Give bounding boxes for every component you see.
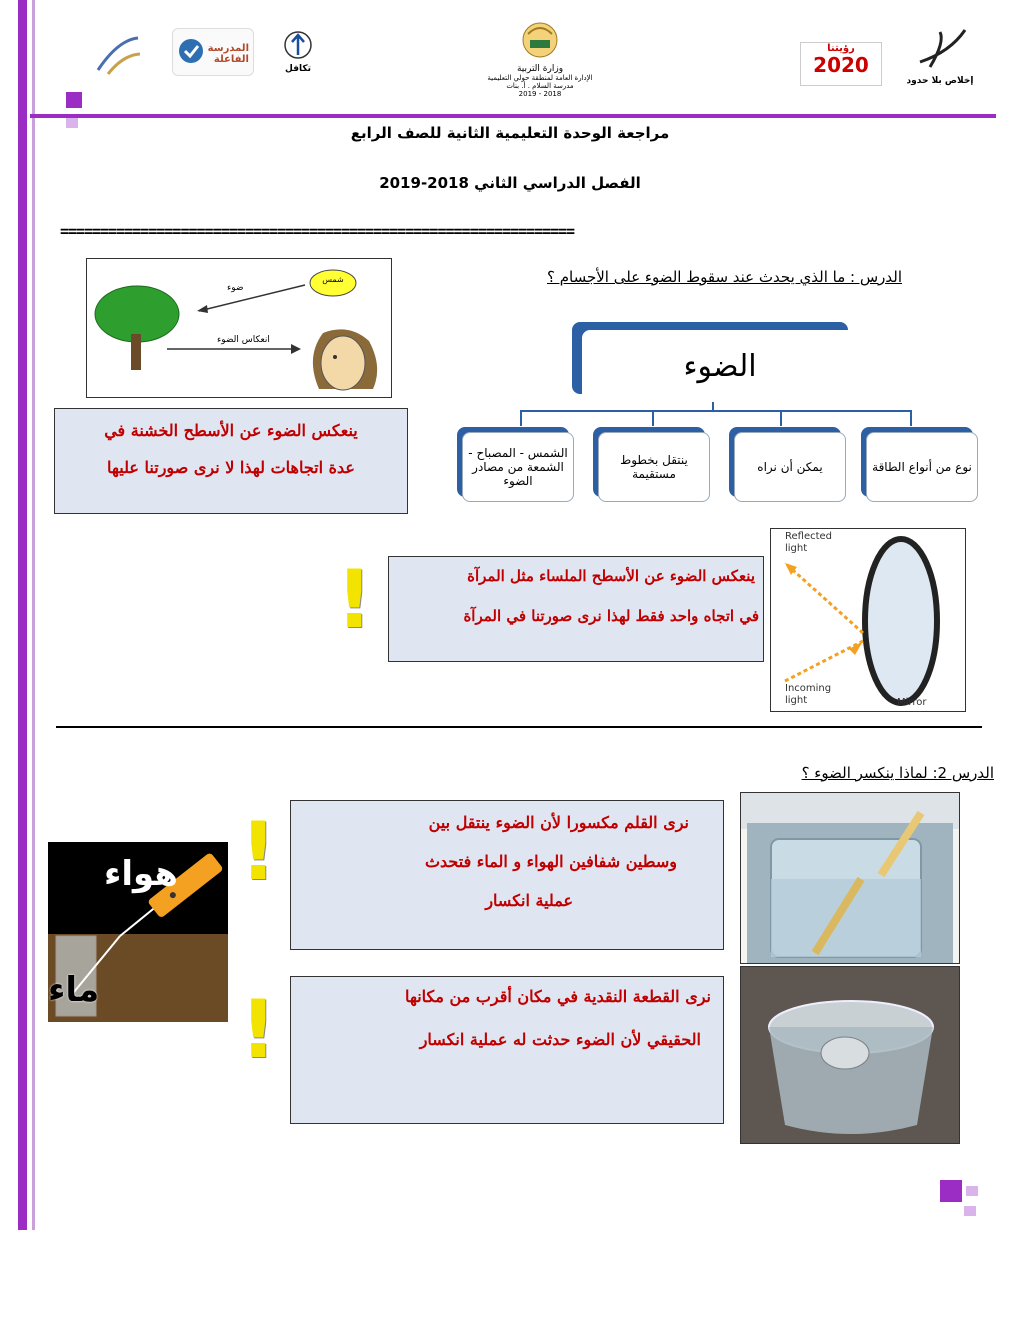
reflected-ray bbox=[785, 563, 863, 633]
concept-map-root: الضوء bbox=[582, 330, 858, 402]
map-node-sources: الشمس - المصباح - الشمعة من مصادر الضوء bbox=[462, 432, 574, 502]
active-school-label: المدرسة الفاعلة bbox=[207, 43, 249, 65]
pencil-line-1: نرى القلم مكسورا لأن الضوء ينتقل بين bbox=[428, 813, 689, 832]
coin-refraction-note bbox=[290, 976, 724, 1124]
light-label: ضوء bbox=[227, 283, 244, 293]
vision-2020-logo bbox=[800, 42, 882, 86]
pencil-glass-photo bbox=[740, 792, 960, 964]
lesson2-heading: الدرس 2: لماذا ينكسر الضوء ؟ bbox=[801, 764, 994, 782]
deco-square bbox=[66, 92, 82, 108]
map-node-energy: نوع من أنواع الطاقة bbox=[866, 432, 978, 502]
tree-icon bbox=[95, 286, 179, 370]
incoming-ray bbox=[785, 641, 863, 681]
deco-square bbox=[66, 118, 78, 128]
rough-line-1: ينعكس الضوء عن الأسطح الخشنة في bbox=[104, 421, 358, 440]
smooth-surface-note bbox=[388, 556, 764, 662]
mirror-icon bbox=[865, 539, 937, 703]
smooth-line-1: ينعكس الضوء عن الأسطح الملساء مثل المرآة bbox=[467, 567, 755, 585]
air-water-diagram bbox=[48, 842, 228, 1022]
exclamation-icon: ! bbox=[336, 553, 373, 646]
rough-surface-note bbox=[54, 408, 408, 514]
takaful-logo bbox=[276, 30, 320, 78]
kuwait-emblem-icon bbox=[518, 20, 562, 60]
calligraphy-icon bbox=[910, 22, 970, 72]
motto-logo bbox=[900, 22, 980, 92]
incoming-label: Incoming light bbox=[785, 683, 832, 706]
coin-glass-photo bbox=[740, 966, 960, 1144]
map-connector bbox=[910, 410, 912, 426]
coin-icon bbox=[821, 1037, 869, 1069]
pencil-line-2: وسطين شفافين الهواء و الماء فتحدث bbox=[424, 852, 677, 871]
header-year: 2018 - 2019 bbox=[518, 90, 562, 98]
map-node-visible: يمكن أن نراه bbox=[734, 432, 846, 502]
reflection-label: انعكاس الضوء bbox=[217, 335, 270, 345]
active-school-logo bbox=[172, 28, 254, 76]
ministry-emblem bbox=[470, 20, 610, 98]
district-name: الإدارة العامة لمنطقة حولي التعليمية bbox=[487, 74, 593, 82]
takaful-label: تكافل bbox=[285, 64, 311, 74]
map-node-straight-lines: ينتقل بخطوط مستقيمة bbox=[598, 432, 710, 502]
page-title: مراجعة الوحدة التعليمية الثانية للصف الرابع bbox=[350, 124, 670, 142]
coin-line-1: نرى القطعة النقدية في مكان أقرب من مكانها bbox=[404, 987, 711, 1006]
map-connector bbox=[780, 410, 782, 426]
semester-title: الفصل الدراسي الثاني 2018-2019 bbox=[379, 174, 641, 192]
school-name: مدرسة السلام . أ. بنات bbox=[506, 82, 574, 90]
water-label: ماء bbox=[48, 970, 100, 1010]
left-accent-bar-thin bbox=[32, 0, 35, 1230]
deco-square bbox=[966, 1186, 978, 1196]
ministry-name: وزارة التربية bbox=[516, 64, 564, 74]
deco-square bbox=[940, 1180, 962, 1202]
light-arrow bbox=[199, 285, 305, 311]
smooth-line-2: في اتجاه واحد فقط لهذا نرى صورتنا في المرآة bbox=[463, 607, 759, 625]
sun-label: شمس bbox=[322, 275, 344, 284]
rough-line-2: عدة اتجاهات لهذا لا نرى صورتنا عليها bbox=[107, 458, 355, 477]
air-label: هواء bbox=[104, 854, 178, 894]
deco-square bbox=[964, 1206, 976, 1216]
motto-text: إخلاص بلا حدود bbox=[906, 76, 974, 86]
mirror-figure bbox=[770, 528, 966, 712]
map-connector bbox=[520, 410, 522, 426]
map-connector bbox=[652, 410, 654, 426]
pencil-refraction-note bbox=[290, 800, 724, 950]
exclamation-icon: ! bbox=[240, 805, 277, 898]
face-icon bbox=[313, 329, 377, 390]
reflection-diagram bbox=[86, 258, 392, 398]
left-accent-bar bbox=[18, 0, 27, 1230]
reflected-label: Reflected light bbox=[785, 531, 833, 554]
school-logo-swirl bbox=[88, 30, 148, 80]
header-accent-bar bbox=[30, 114, 996, 118]
vision-year: 2020 bbox=[813, 53, 869, 77]
exclamation-icon: ! bbox=[240, 983, 277, 1076]
vision-label: رؤيتنا bbox=[827, 43, 855, 54]
coin-line-2: الحقيقي لأن الضوء حدثت له عملية انكسار bbox=[419, 1030, 701, 1049]
lesson1-heading: الدرس : ما الذي يحدث عند سقوط الضوء على الأجسام ؟ bbox=[547, 268, 902, 286]
separator-line: ================================================================ bbox=[60, 222, 574, 240]
mirror-label: Mirror bbox=[897, 697, 927, 708]
section-divider bbox=[56, 726, 982, 728]
pencil-line-3: عملية انكسار bbox=[485, 891, 573, 910]
map-connector bbox=[520, 410, 912, 412]
